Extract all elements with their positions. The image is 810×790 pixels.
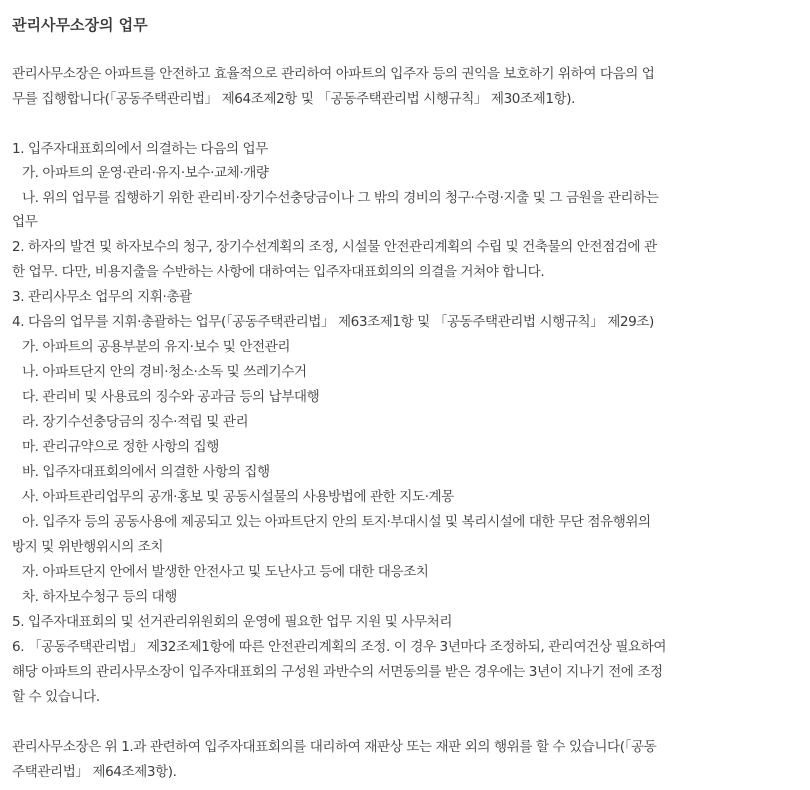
list-item-6-cont: 할 수 있습니다. <box>12 689 100 705</box>
sub-item-cha: 차. 하자보수청구 등의 대행 <box>22 589 177 605</box>
list-item-1: 1. 입주자대표회의에서 의결하는 다음의 업무 <box>12 141 268 157</box>
list-item-6-cont: 해당 아파트의 관리사무소장이 입주자대표회의 구성원 과반수의 서면동의를 받은 경우에는 3년이 지나기 전에 조정 <box>12 664 663 680</box>
list-item-5: 5. 입주자대표회의 및 선거관리위원회의 운영에 필요한 업무 지원 및 사무처리 <box>12 614 453 630</box>
sub-item-a: 아. 입주자 등의 공동사용에 제공되고 있는 아파트단지 안의 토지·부대시설 및 복리시설에 대한 무단 점유행위의 <box>22 514 651 530</box>
sub-item-ga: 가. 아파트의 운영·관리·유지·보수·교체·개량 <box>22 165 269 181</box>
page-title: 관리사무소장의 업무 <box>12 16 148 34</box>
list-item-2: 2. 하자의 발견 및 하자보수의 청구, 장기수선계획의 조정, 시설물 안전관리계획의 수립 및 건축물의 안전점검에 관 <box>12 239 657 255</box>
sub-item-ma: 마. 관리규약으로 정한 사항의 집행 <box>22 439 219 455</box>
intro-paragraph-line: 무를 집행합니다(「공동주택관리법」 제64조제2항 및 「공동주택관리법 시행규칙」 제30조제1항). <box>12 91 575 107</box>
list-item-2-cont: 한 업무. 다만, 비용지출을 수반하는 사항에 대하여는 입주자대표회의의 의결을 거쳐야 합니다. <box>12 264 545 280</box>
sub-item-da: 다. 관리비 및 사용료의 징수와 공과금 등의 납부대행 <box>22 389 320 405</box>
list-item-6: 6. 「공동주택관리법」 제32조제1항에 따른 안전관리계획의 조정. 이 경우 3년마다 조정하되, 관리여건상 필요하여 <box>12 639 667 655</box>
list-item-3: 3. 관리사무소 업무의 지휘·총괄 <box>12 289 192 305</box>
sub-item-na-cont: 업무 <box>12 214 38 230</box>
closing-paragraph-line: 주택관리법」 제64조제3항). <box>12 764 177 780</box>
sub-item-ga: 가. 아파트의 공용부분의 유지·보수 및 안전관리 <box>22 339 291 355</box>
sub-item-ba: 바. 입주자대표회의에서 의결한 사항의 집행 <box>22 464 270 480</box>
sub-item-sa: 사. 아파트관리업무의 공개·홍보 및 공동시설물의 사용방법에 관한 지도·계몽 <box>22 489 454 505</box>
sub-item-a-cont: 방지 및 위반행위시의 조치 <box>12 539 164 555</box>
closing-paragraph-line: 관리사무소장은 위 1.과 관련하여 입주자대표회의를 대리하여 재판상 또는 재판 외의 행위를 할 수 있습니다(「공동 <box>12 739 657 755</box>
sub-item-ra: 라. 장기수선충당금의 징수·적립 및 관리 <box>22 414 249 430</box>
intro-paragraph-line: 관리사무소장은 아파트를 안전하고 효율적으로 관리하여 아파트의 입주자 등의 권익을 보호하기 위하여 다음의 업 <box>12 66 655 82</box>
list-item-4: 4. 다음의 업무를 지휘·총괄하는 업무(「공동주택관리법」 제63조제1항 및 「공동주택관리법 시행규칙」 제29조) <box>12 314 654 330</box>
sub-item-na: 나. 위의 업무를 집행하기 위한 관리비·장기수선충당금이나 그 밖의 경비의 청구·수령·지출 및 그 금원을 관리하는 <box>22 190 659 206</box>
sub-item-ja: 자. 아파트단지 안에서 발생한 안전사고 및 도난사고 등에 대한 대응조치 <box>22 564 429 580</box>
sub-item-na: 나. 아파트단지 안의 경비·청소·소독 및 쓰레기수거 <box>22 364 307 380</box>
